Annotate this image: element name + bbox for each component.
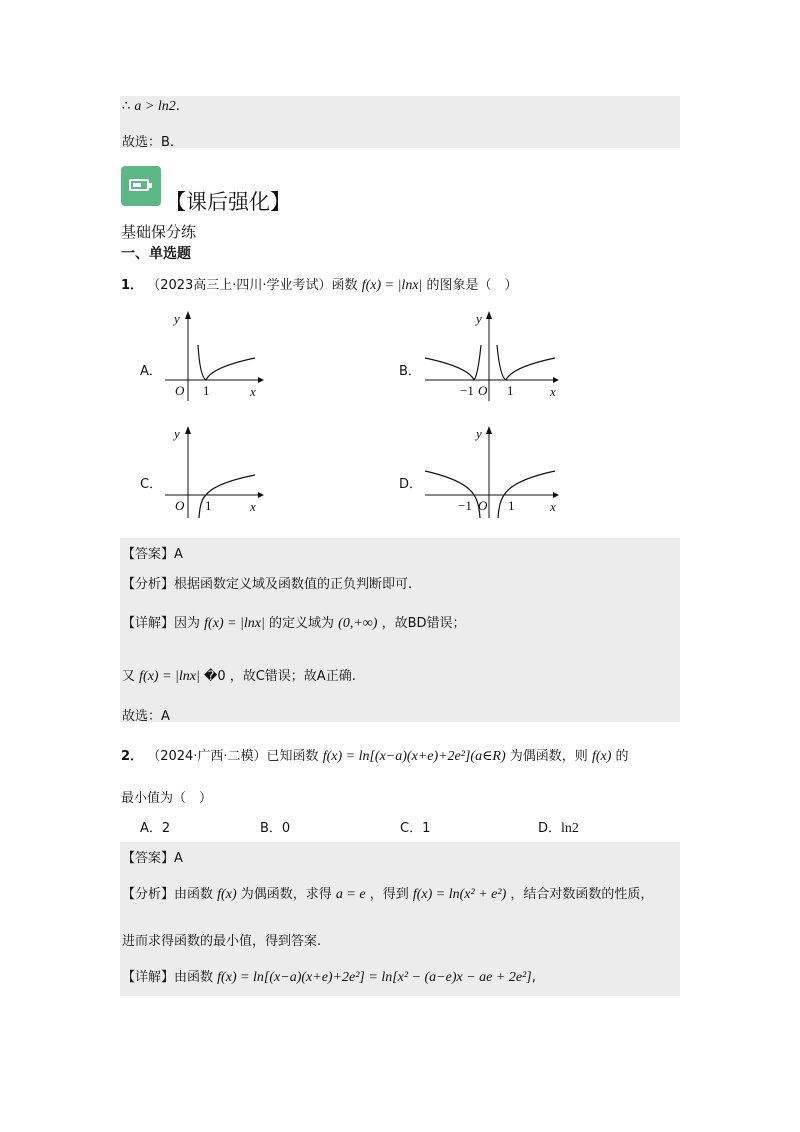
y-axis-arrow bbox=[486, 311, 492, 319]
q2-stem-line-2: 最小值为（ ） bbox=[121, 791, 213, 806]
analysis-tag: 【分析】 bbox=[122, 887, 175, 902]
y-label: y bbox=[174, 311, 180, 326]
option-value: 2 bbox=[161, 821, 171, 836]
detail-text: ，故C错误；故A正确. bbox=[229, 669, 356, 684]
analysis-text: ，得到 bbox=[369, 887, 409, 902]
option-value: ln2 bbox=[561, 821, 579, 836]
x-label: x bbox=[250, 384, 256, 399]
q1-option-d-label: D． bbox=[399, 477, 423, 492]
q1-option-b-graph bbox=[420, 305, 565, 405]
q2-number: 2． bbox=[121, 749, 144, 764]
analysis-formula: f(x) bbox=[217, 887, 237, 902]
q2-option-a bbox=[140, 817, 170, 836]
analysis-formula: f(x) = ln(x² + e²) bbox=[412, 887, 507, 902]
q2-detail bbox=[122, 966, 536, 986]
conclusion-period: . bbox=[175, 99, 180, 114]
origin-label: O bbox=[175, 498, 185, 513]
q2-stem bbox=[121, 745, 629, 765]
detail-text: 由函数 bbox=[174, 970, 214, 985]
q2-option-d bbox=[538, 817, 579, 837]
q1-stem bbox=[121, 274, 518, 294]
x-axis-arrow bbox=[258, 377, 264, 383]
section-subtitle: 基础保分练 bbox=[121, 223, 197, 241]
question-type-heading: 一、单选题 bbox=[121, 246, 191, 262]
detail-tag: 【详解】 bbox=[122, 970, 175, 985]
option-label: D． bbox=[538, 821, 562, 836]
y-label: y bbox=[476, 311, 482, 326]
x-label: x bbox=[550, 384, 556, 399]
q2-text-before: 已知函数 bbox=[266, 749, 319, 764]
detail-formula: f(x) = ln[(x−a)(x+e)+2e²] = ln[x² − (a−e)x − ae + 2e²] bbox=[217, 970, 532, 985]
detail-formula: f(x) = |lnx| bbox=[139, 669, 200, 684]
q2-text-after: 的 bbox=[615, 749, 629, 764]
y-label: y bbox=[174, 426, 180, 441]
q1-text-after: 的图象是（ ） bbox=[426, 278, 518, 293]
tick-1: 1 bbox=[205, 498, 212, 513]
q2-text-mid: 为偶函数，则 bbox=[509, 749, 588, 764]
detail-tag: 【详解】 bbox=[122, 616, 175, 631]
origin-label: O bbox=[175, 383, 185, 398]
y-axis-arrow bbox=[486, 426, 492, 434]
origin-label: O bbox=[478, 383, 488, 398]
q2-analysis-line-2: 进而求得函数的最小值，得到答案. bbox=[122, 934, 322, 949]
analysis-tag: 【分析】 bbox=[122, 577, 175, 592]
q1-text-before: 函数 bbox=[331, 278, 358, 293]
therefore-symbol: ∴ bbox=[122, 99, 131, 114]
curve-right bbox=[497, 345, 555, 380]
x-axis-arrow bbox=[553, 492, 559, 498]
q1-option-a-label: A． bbox=[140, 364, 162, 379]
q1-source: （2023高三上·四川·学业考试） bbox=[147, 278, 332, 293]
q2-formula-2: f(x) bbox=[591, 749, 612, 764]
tick-1: 1 bbox=[508, 498, 515, 513]
curve bbox=[198, 345, 255, 380]
y-axis-arrow bbox=[185, 311, 191, 319]
analysis-text: 根据函数定义域及函数值的正负判断即可. bbox=[174, 577, 413, 592]
analysis-text: 为偶函数，求得 bbox=[240, 887, 332, 902]
q1-option-c-label: C． bbox=[140, 477, 163, 492]
battery-icon bbox=[121, 166, 161, 206]
x-label: x bbox=[250, 499, 256, 514]
analysis-text: ，结合对数函数的性质， bbox=[510, 887, 654, 902]
detail-formula: f(x) = |lnx| bbox=[204, 616, 265, 631]
x-axis-arrow bbox=[553, 377, 559, 383]
conclusion-formula: a > ln2 bbox=[134, 99, 176, 114]
tick-1: 1 bbox=[203, 383, 210, 398]
q2-option-c bbox=[400, 817, 430, 836]
detail-text: 的定义域为 bbox=[269, 616, 335, 631]
x-axis-arrow bbox=[258, 492, 264, 498]
q1-option-c-graph bbox=[160, 420, 270, 520]
unrendered-symbol: �0 bbox=[203, 669, 226, 684]
option-label: B． bbox=[260, 821, 282, 836]
origin-label: O bbox=[478, 498, 488, 513]
q1-option-d-graph bbox=[420, 420, 565, 520]
top-choice: 故选：B. bbox=[122, 135, 175, 150]
y-label: y bbox=[476, 426, 482, 441]
q1-option-b-label: B． bbox=[399, 364, 421, 379]
q1-choice: 故选：A bbox=[122, 709, 170, 724]
q2-analysis-line-1 bbox=[122, 883, 653, 903]
x-label: x bbox=[550, 499, 556, 514]
option-label: C． bbox=[400, 821, 423, 836]
tick-neg1: −1 bbox=[460, 383, 474, 398]
q1-number: 1． bbox=[121, 278, 144, 293]
tick-neg1: −1 bbox=[458, 498, 472, 513]
q1-answer: 【答案】A bbox=[122, 547, 183, 562]
q2-option-b bbox=[260, 817, 290, 836]
curve-left bbox=[425, 345, 481, 380]
q1-formula: f(x) = |lnx| bbox=[361, 278, 423, 293]
detail-text: , bbox=[531, 970, 536, 985]
q1-analysis bbox=[122, 573, 412, 592]
q2-source: （2024·广西·二模） bbox=[147, 749, 267, 764]
tick-1: 1 bbox=[507, 383, 514, 398]
y-axis-arrow bbox=[185, 426, 191, 434]
q1-option-a-graph bbox=[160, 305, 270, 405]
q1-detail-line-1 bbox=[122, 612, 466, 632]
conclusion-line bbox=[122, 99, 180, 115]
section-title: 【课后强化】 bbox=[165, 190, 291, 214]
answer-block-top bbox=[120, 96, 680, 148]
analysis-text: 由函数 bbox=[174, 887, 214, 902]
option-value: 0 bbox=[281, 821, 291, 836]
q2-formula: f(x) = ln[(x−a)(x+e)+2e²](a∈R) bbox=[322, 749, 506, 764]
detail-text: 因为 bbox=[174, 616, 201, 631]
detail-text: ，故BD错误； bbox=[381, 616, 466, 631]
domain-formula: (0,+∞) bbox=[338, 616, 378, 631]
option-value: 1 bbox=[422, 821, 431, 836]
q2-answer: 【答案】A bbox=[122, 851, 183, 866]
analysis-formula: a = e bbox=[335, 887, 366, 902]
option-label: A． bbox=[140, 821, 162, 836]
q1-detail-line-2 bbox=[122, 665, 356, 685]
detail-text: 又 bbox=[122, 669, 136, 684]
